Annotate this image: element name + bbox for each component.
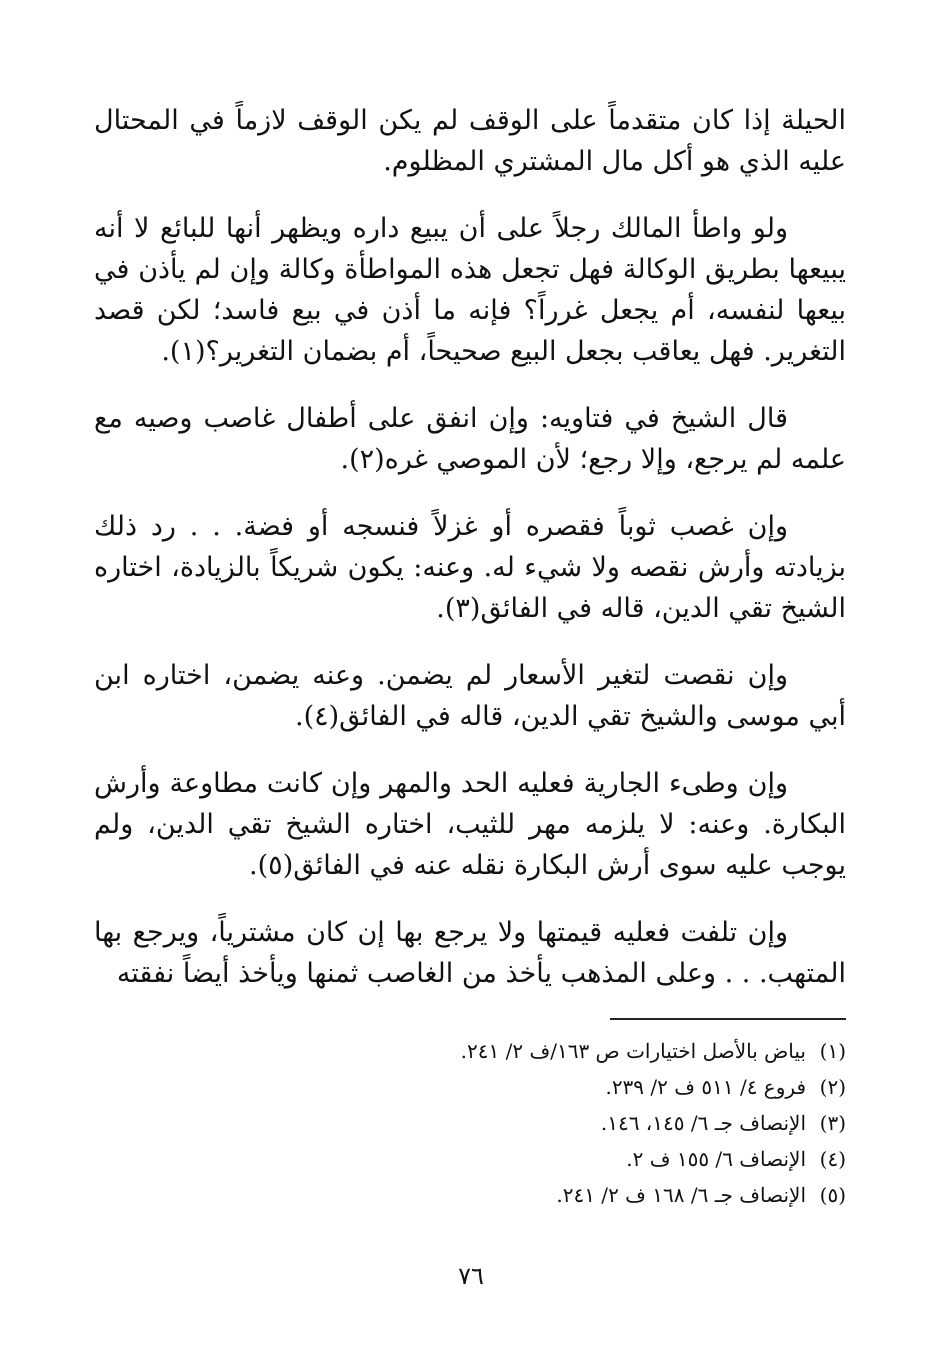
- footnote-number: (٢): [819, 1075, 846, 1099]
- paragraph-2: ولو واطأ المالك رجلاً على أن يبيع داره ويظهر أنها للبائع لا أنه يبيعها بطريق الوكالة فهل تجعل هذه المواطأة وكالة وإن لم يأذن في بيعها لنفسه، أم يجعل غرراً؟ فإنه ما أذن في بيع فاسد؛ لكن قصد التغرير. فهل يعاقب بجعل البيع صحيحاً، أم بضمان التغرير؟(١).: [94, 213, 846, 367]
- footnote-number: (٣): [819, 1111, 846, 1135]
- footnote-text: الإنصاف جـ ٦/ ١٤٥، ١٤٦.: [600, 1111, 806, 1135]
- paragraph-4: وإن غصب ثوباً فقصره أو غزلاً فنسجه أو فضة. . . رد ذلك بزيادته وأرش نقصه ولا شيء له. وعنه: يكون شريكاً بالزيادة، اختاره الشيخ تقي الدين، قاله في الفائق(٣).: [94, 511, 846, 624]
- paragraph-3: قال الشيخ في فتاويه: وإن انفق على أطفال غاصب وصيه مع علمه لم يرجع، وإلا رجع؛ لأن الموصي غره(٢).: [94, 403, 846, 475]
- paragraph-1: الحيلة إذا كان متقدماً على الوقف لم يكن الوقف لازماً في المحتال عليه الذي هو أكل مال المشتري المظلوم.: [94, 105, 846, 177]
- main-text: [94, 100, 846, 1020]
- paragraph-6: وإن وطىء الجارية فعليه الحد والمهر وإن كانت مطاوعة وأرش البكارة. وعنه: لا يلزمه مهر للثيب، اختاره الشيخ تقي الدين، ولم يوجب عليه سوى أرش البكارة نقله عنه في الفائق(٥).: [94, 768, 846, 881]
- paragraph-7: وإن تلفت فعليه قيمتها ولا يرجع بها إن كان مشترياً، ويرجع بها المتهب. . . وعلى المذهب يأخذ من الغاصب ثمنها ويأخذ أيضاً نفقته: [94, 917, 846, 989]
- footnote-number: (١): [819, 1039, 846, 1063]
- footnote-text: بياض بالأصل اختيارات ص ١٦٣/ف ٢/ ٢٤١.: [460, 1039, 806, 1063]
- page-number: ٧٦: [458, 1262, 484, 1290]
- footnote-divider: [610, 1018, 846, 1020]
- footnote-text: الإنصاف جـ ٦/ ١٦٨ ف ٢/ ٢٤١.: [556, 1183, 806, 1207]
- footnote-4: [94, 1141, 846, 1177]
- footnote-text: فروع ٤/ ٥١١ ف ٢/ ٢٣٩.: [605, 1075, 806, 1099]
- footnotes: [94, 1033, 846, 1213]
- paragraph-5: وإن نقصت لتغير الأسعار لم يضمن. وعنه يضمن، اختاره ابن أبي موسى والشيخ تقي الدين، قاله في الفائق(٤).: [94, 660, 846, 732]
- footnote-5: [94, 1177, 846, 1213]
- footnote-1: [94, 1033, 846, 1069]
- footnote-number: (٥): [819, 1183, 846, 1207]
- footnote-number: (٤): [819, 1147, 846, 1171]
- footnote-2: [94, 1069, 846, 1105]
- footnote-text: الإنصاف ٦/ ١٥٥ ف ٢.: [626, 1147, 806, 1171]
- footnote-3: [94, 1105, 846, 1141]
